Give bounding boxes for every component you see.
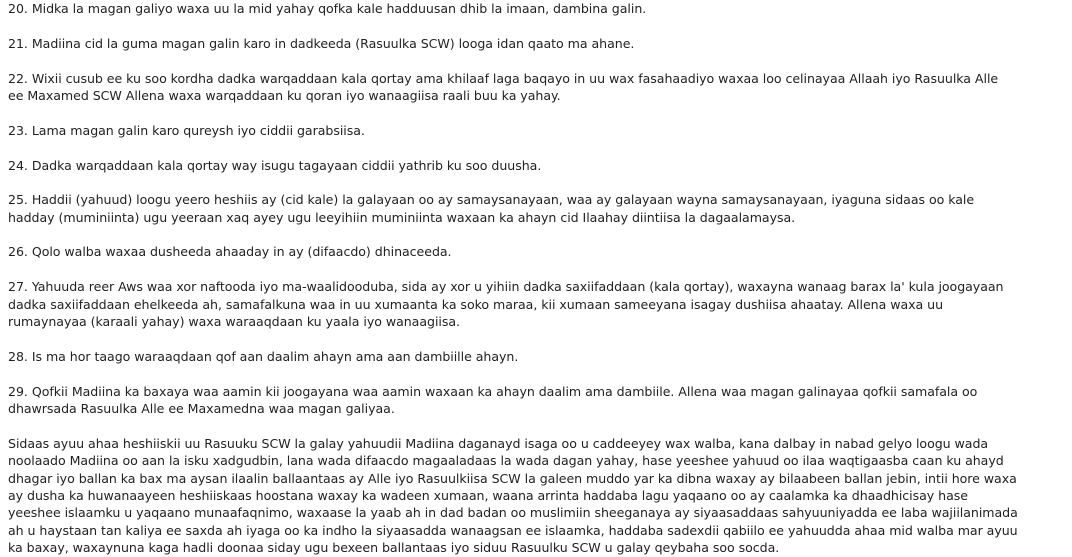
text-line: 23. Lama magan galin karo qureysh iyo ciddii garabsiisa. bbox=[8, 122, 365, 138]
text-line: 22. Wixii cusub ee ku soo kordha dadka warqaddaan kala qortay ama khilaaf laga baqayo in uu wax fasahaadiyo waxaa loo celinayaa Allaah iyo Rasuulka Alle bbox=[8, 70, 999, 86]
text-line: ka baxay, waxaynuna kaga hadli doonaa siday ugu bexeen ballantaas iyo siduu Rasuulku SCW u galay qeybaha soo socda. bbox=[8, 540, 780, 556]
text-line: dhawrsada Rasuulka Alle ee Maxamedna waa magan galiyaa. bbox=[8, 400, 395, 416]
text-line: 27. Yahuuda reer Aws waa xor naftooda iyo ma-waalidooduba, sida ay xor u yihiin dadka saxiifaddaan (kala qortay), waxayna wanaag barax la' kula joogayaan bbox=[8, 279, 1004, 295]
paragraph-21 bbox=[8, 35, 1068, 52]
text-line: 26. Qolo walba waxaa dusheeda ahaaday in ay (difaacdo) dhinaceeda. bbox=[8, 244, 452, 260]
paragraph-22 bbox=[8, 70, 1068, 105]
text-line: ah u haystaan tan kaliya ee saxda ah iyaga oo ka indho la siyaasadda wanaagsan ee islaamka, haddaba sadexdii qabiilo ee yahuudda ahaa mid walba mar ayuu bbox=[8, 522, 1018, 538]
paragraph-25 bbox=[8, 191, 1068, 226]
text-line: 24. Dadka warqaddaan kala qortay way isugu tagayaan ciddii yathrib ku soo duusha. bbox=[8, 157, 542, 173]
text-line: dhagar iyo ballan ka bax ma aysan ilaalin ballaantaas ay Alle iyo Rasuulkiisa SCW la galeen muddo yar ka dibna waxay ay bilaabeen ballan jebin, intii hore waxa bbox=[8, 470, 1017, 486]
paragraph-26 bbox=[8, 243, 1068, 260]
text-line: 20. Midka la magan galiyo waxa uu la mid yahay qofka kale hadduusan dhib la imaan, dambina galin. bbox=[8, 1, 647, 16]
text-line: 21. Madiina cid la guma magan galin karo in dadkeeda (Rasuulka SCW) looga idan qaato ma ahane. bbox=[8, 35, 635, 51]
text-line: 28. Is ma hor taago waraaqdaan qof aan daalim ahayn ama aan dambiille ahayn. bbox=[8, 348, 519, 364]
paragraph-summary bbox=[8, 435, 1068, 557]
document-body bbox=[8, 0, 1068, 557]
text-line: ee Maxamed SCW Allena waxa warqaddaan ku qoran iyo wanaagiisa raali buu ka yahay. bbox=[8, 87, 561, 103]
text-line: 29. Qofkii Madiina ka baxaya waa aamin kii joogayana waa aamin waxaan ka ahayn daalim ama dambiile. Allena waa magan galinayaa qofkii samafala oo bbox=[8, 383, 978, 399]
text-line: rumaynayaa (karaali yahay) waxa waraaqdaan ku yaala iyo wanaagiisa. bbox=[8, 314, 460, 330]
paragraph-28 bbox=[8, 348, 1068, 365]
paragraph-29 bbox=[8, 383, 1068, 418]
text-line: noolaado Madiina oo aan la isku xadgudbin, lana wada difaacdo magaaladaas la wada dagan yahay, hase yeeshee yahuud oo ilaa waqtigaasba caan ku ahayd bbox=[8, 453, 1004, 469]
text-line: 25. Haddii (yahuud) loogu yeero heshiis ay (cid kale) la galayaan oo ay samaysanayaan, waa ay galayaan wayna samaysanayaan, iyaguna sidaas oo kale bbox=[8, 192, 975, 208]
paragraph-20 bbox=[8, 0, 1068, 17]
text-line: dadka saxiifaddaan ehelkeeda ah, samafalkuna waa in uu xumaanta ka soko maraa, kii xumaan sameeyana isagay dushiisa ahaatay. Allena waxa uu bbox=[8, 296, 944, 312]
text-line: ay dusha ka huwanaayeen heshiiskaas hoostana waxay ka wadeen xumaan, waana arrinta haddaba lagu yaqaano oo ay caalamka ka dhaadhicisay hase bbox=[8, 487, 968, 503]
paragraph-23 bbox=[8, 122, 1068, 139]
paragraph-27 bbox=[8, 278, 1068, 330]
text-line: Sidaas ayuu ahaa heshiiskii uu Rasuuku SCW la galay yahuudii Madiina daganayd isaga oo u caddeeyey wax walba, kana dalbay in nabad gelyo loogu wada bbox=[8, 435, 989, 451]
text-line: yeeshee islaamku u yaqaano munaafaqnimo, waxaase la yaab ah in dad badan oo muslimiin sheeganaya ay siyaasaddaas sahyuuniyadda ee laba wajiilanimada bbox=[8, 505, 1018, 521]
paragraph-24 bbox=[8, 157, 1068, 174]
text-line: hadday (muminiinta) ugu yeeraan xaq ayey ugu leeyihiin muminiinta waxaan ka ahayn cid Ilaahay diintiisa la dagaalamaysa. bbox=[8, 209, 796, 225]
